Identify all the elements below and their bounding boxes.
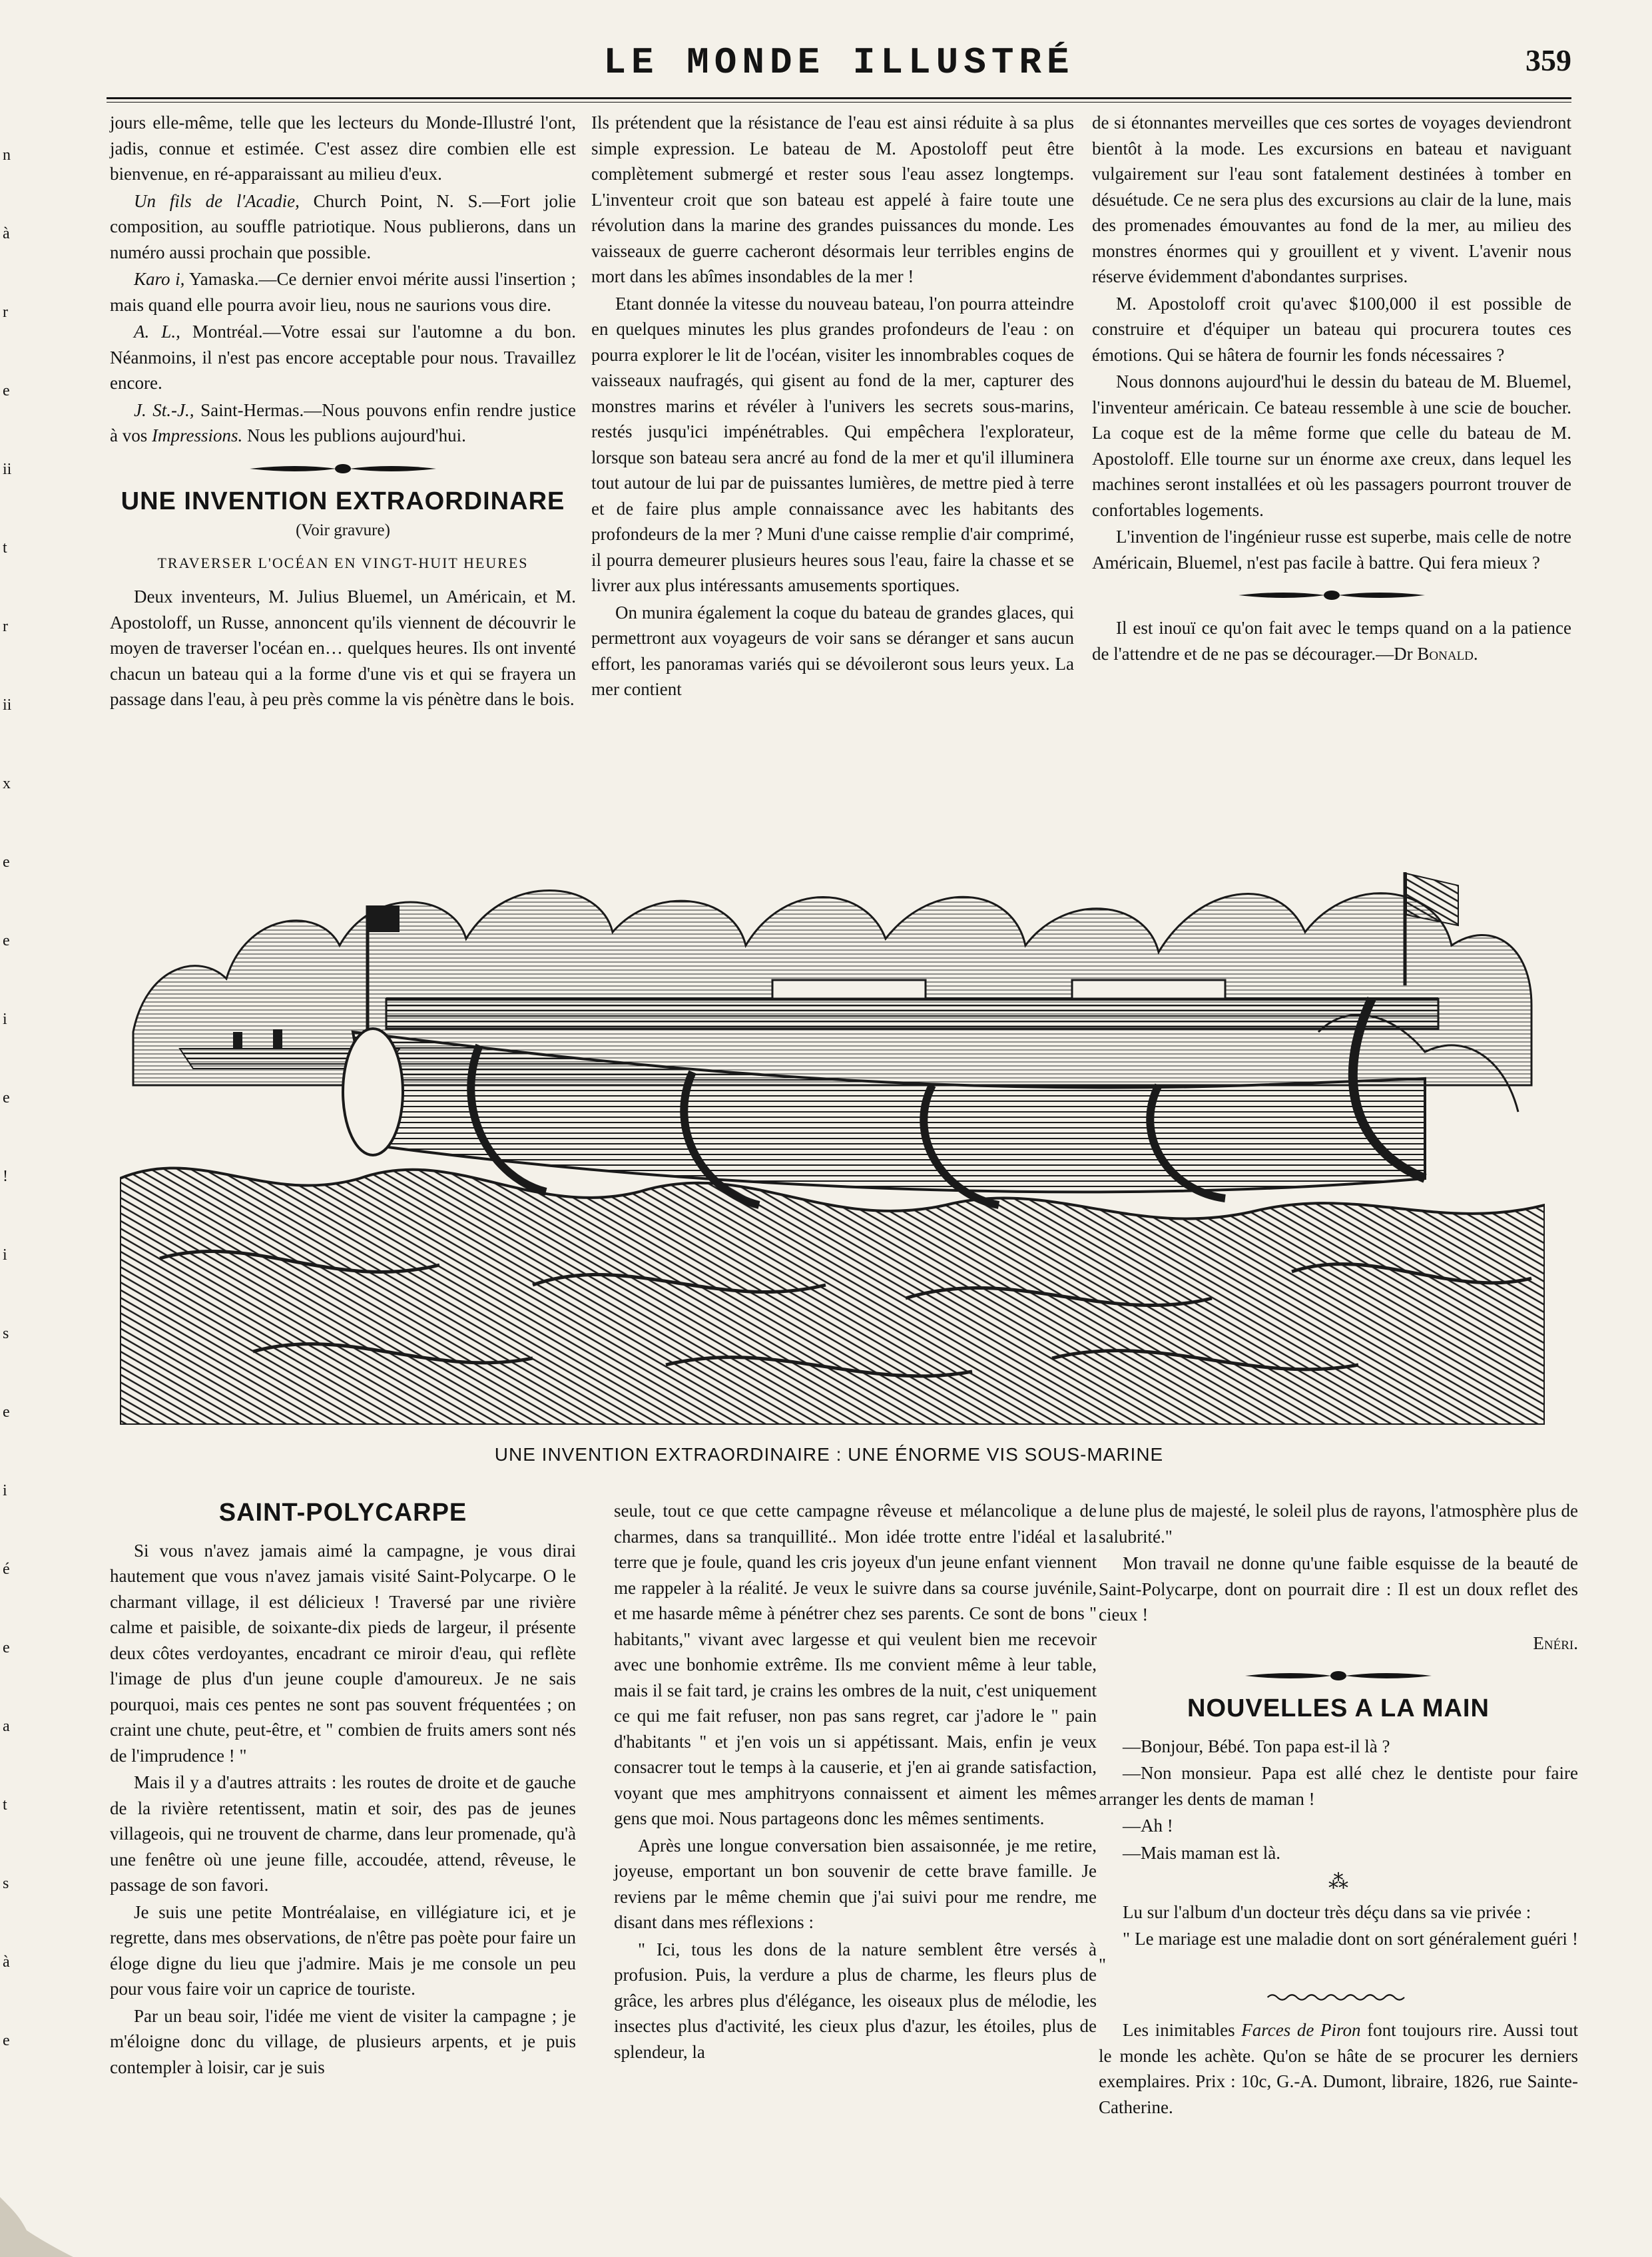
margin-fragment: s: [3, 1325, 9, 1342]
asterism: ⁂: [1328, 1871, 1348, 1893]
page-number: 359: [1525, 43, 1571, 77]
ornament-divider: [1239, 1668, 1438, 1684]
margin-fragment: i: [3, 1011, 7, 1028]
correspondent-name: J. St.-J.,: [134, 399, 194, 420]
paragraph: Mon travail ne donne qu'une faible esquisse de la beauté de Saint-Polycarpe, dont on pourrait dire : Il est un doux reflet des cieux !: [1099, 1553, 1578, 1625]
paragraph: " Ici, tous les dons de la nature semblent être versés à profusion. Puis, la verdure a plus de charme, les fleurs plus de grâce, les arbres plus d'élégance, les oiseaux plus de mélodie, les insectes plus d'activité, les cieux plus d'azur, les étoiles, plus de splendeur, la: [614, 1939, 1097, 2062]
paragraph: seule, tout ce que cette campagne rêveuse et mélancolique a de charmes, dans sa tranquillité.. Mon idée trotte entre l'idéal et la terre que je foule, quand les cris joyeux d'un jeune enfant viennent me rappeler à la réalité. Je veux le suivre dans sa course juvénile, et me hasarde même à pénétrer chez ses parents. Ce sont de bons " habitants," vivant avec largesse et qui veulent bien me recevoir avec une bonhomie extrême. Ils me convient même à leur table, mais il se fait tard, je crains les ombres de la nuit, c'est uniquement ce qui me fait refuser, non pas sans regret, car j'adore le " pain d'habitants " et j'en vois un si appétissant. Mais, enfin je veux consacrer tout le temps à la causerie, et j'en ai grande satisfaction, voyant que mes amphitryons connaissent et aiment les mêmes gens que moi. Nous partageons donc les mêmes sentiments.: [614, 1501, 1097, 1828]
article-kicker: TRAVERSER L'OCÉAN EN VINGT-HUIT HEURES: [157, 554, 529, 571]
scan-noise: [0, 2170, 73, 2257]
margin-fragment: ii: [3, 461, 12, 478]
article-title: SAINT-POLYCARPE: [218, 1499, 467, 1527]
paragraph: Lu sur l'album d'un docteur très déçu dans sa vie privée :: [1123, 1901, 1531, 1922]
paragraph: —Bonjour, Bébé. Ton papa est-il là ?: [1123, 1736, 1390, 1756]
margin-fragment: e: [3, 2032, 10, 2049]
margin-fragment: a: [3, 1718, 10, 1735]
paragraph: —Non monsieur. Papa est allé chez le dentiste pour faire arranger les dents de maman !: [1099, 1763, 1578, 1809]
margin-fragment: s: [3, 1875, 9, 1892]
paragraph: On munira également la coque du bateau de grandes glaces, qui permettront aux voyageurs de voir sans se déranger et sans aucun effort, les panoramas variés qui se dévoileront sous leurs yeux. La mer contient: [591, 602, 1074, 699]
margin-fragment: r: [3, 304, 8, 321]
paragraph: Après une longue conversation bien assaisonnée, je me retire, joyeuse, emportant un bon souvenir de cette brave famille. Je reviens par le même chemin que j'ai suivi pour me rendre, me disant dans mes réflexions :: [614, 1835, 1097, 1932]
margin-fragment: n: [3, 146, 11, 164]
margin-fragment: e: [3, 932, 10, 949]
margin-fragment: e: [3, 382, 10, 399]
paragraph: Par un beau soir, l'idée me vient de visiter la campagne ; je m'éloigne donc du village, de plusieurs arpents, et je puis contempler à loisir, car je suis: [110, 2005, 576, 2077]
paragraph: de si étonnantes merveilles que ces sortes de voyages deviendront bientôt à la mode. Les excursions en bateau et naviguant vulgairement sur l'eau sont fatalement destinées à tomber en désuétude. Ce ne sera plus des excursions au clair de la lune, mais des promenades émouvantes au fond de la mer, au milieu des monstres énormes qui y grouillent et y vivent. L'avenir nous réserve évidemment d'abondantes surprises.: [1092, 113, 1571, 286]
margin-fragment: i: [3, 1482, 7, 1499]
signature: Bonald.: [1417, 643, 1478, 664]
margin-fragment: !: [3, 1168, 8, 1185]
left-margin-bleed-through: [0, 0, 16, 2257]
paragraph: M. Apostoloff croit qu'avec $100,000 il est possible de construire et d'équiper un bateau qui procurera toutes ces émotions. Qui se hâtera de fournir les fonds nécessaires ?: [1092, 293, 1571, 365]
paragraph: Mais il y a d'autres attraits : les routes de droite et de gauche de la rivière retentissent, matin et soir, des pas de jeunes villageois, qui ne trouvent de charme, dans leur promenade, qu'à une fenêtre où une jeune fille, accoudée, attend, rêveuse, le passage de son favori.: [110, 1772, 576, 1895]
paragraph: Un fils de l'Acadie, Church Point, N. S.—Fort jolie composition, au souffle patriotique. Nous publierons, dans un numéro aussi prochain que possible.: [110, 190, 576, 262]
paragraph: Karo i, Yamaska.—Ce dernier envoi mérite aussi l'insertion ; mais quand elle pourra avoir lieu, nous ne saurions vous dire.: [110, 269, 576, 315]
paragraph: Etant donnée la vitesse du nouveau bateau, l'on pourra atteindre en quelques minutes les plus grandes profondeurs de l'eau : on pourra explorer le lit de l'océan, visiter les innombrables coques de vaisseaux naufragés, qui gisent au fond de la mer, capturer des monstres marins et révéler à l'univers les secrets sous-marins, restés jusqu'ici impénétrables. Qui empêchera l'explorateur, lorsque son bateau sera ancré au fond de la mer et qu'il illuminera tout autour de lui par de puissantes lumières, de mettre pied à terre et de faire plus ample connaissance avec les habitants des profondeurs de la mer ? Muni d'une caisse remplie d'air comprimé, il pourra demeurer plusieurs heures sous l'eau, faire la chasse et se livrer aux plus intéressants amusements sportiques.: [591, 293, 1074, 595]
paragraph: lune plus de majesté, le soleil plus de rayons, l'atmosphère plus de salubrité.": [1099, 1501, 1578, 1547]
middle-column: [591, 110, 1074, 702]
margin-fragment: e: [3, 854, 10, 871]
engraving-screw-submarine: [120, 832, 1545, 1425]
correspondent-name: Un fils de l'Acadie,: [134, 190, 300, 211]
margin-fragment: à: [3, 1953, 10, 1971]
paragraph: A. L., Montréal.—Votre essai sur l'automne a du bon. Néanmoins, il n'est pas encore acceptable pour nous. Travaillez encore.: [110, 322, 576, 393]
paragraph: Nous donnons aujourd'hui le dessin du bateau de M. Bluemel, l'inventeur américain. Ce bateau ressemble à une scie de boucher. La coque est de la même forme que celle du bateau de M. Apostoloff. Elle tourne sur un énorme axe creux, dans lequel les machines seront installées et où les passagers pourront trouver de confortables logements.: [1092, 372, 1571, 520]
paragraph: Je suis une petite Montréalaise, en villégiature ici, et je regrette, dans mes observations, de n'être pas poète pour faire un éloge digne du lieu que j'admire. Mais je me console un peu pour vous faire voir un caprice de touriste.: [110, 1901, 576, 1999]
right-column: [1092, 110, 1571, 666]
margin-fragment: à: [3, 225, 10, 242]
correspondent-name: Karo i,: [134, 269, 185, 289]
margin-fragment: e: [3, 1639, 10, 1656]
article-title: NOUVELLES A LA MAIN: [1187, 1694, 1490, 1722]
paragraph: Il est inouï ce qu'on fait avec le temps quand on a la patience de l'attendre et de ne pas se décourager.—Dr Bonald.: [1092, 618, 1571, 664]
margin-fragment: x: [3, 775, 11, 792]
paragraph: " Le mariage est une maladie dont on sort généralement guéri ! ": [1099, 1929, 1578, 1975]
wavy-divider: [1265, 1989, 1412, 2005]
bottom-middle-column: [614, 1498, 1097, 2065]
margin-fragment: t: [3, 539, 7, 557]
paragraph: Ils prétendent que la résistance de l'eau est ainsi réduite à sa plus simple expression. Le bateau de M. Apostoloff peut être complètement submergé et rester sous l'eau assez longtemps. L'inventeur croit que son bateau est appelé à faire toute une révolution dans la marine des grandes puissances du monde. Les vaisseaux de guerre cacheront désormais leur terribles engins de mort dans les abîmes insondables de la mer !: [591, 113, 1074, 286]
margin-fragment: e: [3, 1403, 10, 1421]
paragraph: Les inimitables Farces de Piron font toujours rire. Aussi tout le monde les achète. Qu'on se hâte de se procurer les derniers exemplaires. Prix : 10c, G.-A. Dumont, libraire, 1826, rue Sainte-Catherine.: [1099, 2020, 1578, 2117]
paragraph: Si vous n'avez jamais aimé la campagne, je vous dirai hautement que vous n'avez jamais visité Saint-Polycarpe. O le charmant village, il est délicieux ! Traversé par une rivière calme et paisible, de soixante-dix pieds de largeur, il présente deux côtes verdoyantes, encadrant ce miroir d'eau, qui reflète l'image de plus d'un jeune couple d'amoureux. Je ne sais pourquoi, mais ces pentes ne sont pas souvent fréquentées ; on craint une chute, peut-être, et " combien de fruits amers sont nés de l'imprudence ! ": [110, 1540, 576, 1766]
paragraph: Deux inventeurs, M. Julius Bluemel, un Américain, et M. Apostoloff, un Russe, annoncent qu'ils viennent de découvrir le moyen de traverser l'océan en… quelques heures. Ils ont inventé chacun un bateau qui a la forme d'une vis et qui se frayera un passage dans l'eau, à peu près comme la vis pénètre dans le bois.: [110, 587, 576, 709]
article-subtitle: (Voir gravure): [296, 521, 390, 539]
running-head: [107, 41, 1571, 101]
signature: Enéri.: [1533, 1632, 1578, 1653]
header-rule: [107, 97, 1571, 103]
paragraph: jours elle-même, telle que les lecteurs du Monde-Illustré l'ont, jadis, connue et estimée. C'est assez dire combien elle est bienvenue, en ré-apparaissant au milieu d'eux.: [110, 113, 576, 184]
article-title: UNE INVENTION EXTRAORDINARE: [121, 487, 565, 515]
paragraph: —Ah !: [1123, 1816, 1173, 1836]
illustration-caption: UNE INVENTION EXTRAORDINAIRE : UNE ÉNORME VIS SOUS-MARINE: [494, 1444, 1164, 1465]
margin-fragment: e: [3, 1089, 10, 1107]
margin-fragment: t: [3, 1796, 7, 1814]
margin-fragment: i: [3, 1246, 7, 1264]
margin-fragment: ii: [3, 696, 12, 714]
left-column: [110, 110, 576, 712]
ornament-divider: [243, 461, 443, 477]
paragraph: L'invention de l'ingénieur russe est superbe, mais celle de notre Américain, Bluemel, n'est pas facile à battre. Qui fera mieux ?: [1092, 527, 1571, 573]
ornament-divider: [1232, 587, 1432, 603]
paragraph: J. St.-J., Saint-Hermas.—Nous pouvons enfin rendre justice à vos Impressions. Nous les publions aujourd'hui.: [110, 399, 576, 445]
margin-fragment: é: [3, 1561, 10, 1578]
bottom-right-column: [1099, 1498, 1578, 2120]
correspondent-name: A. L.,: [134, 322, 180, 342]
masthead: LE MONDE ILLUSTRÉ: [603, 41, 1075, 84]
paragraph: —Mais maman est là.: [1123, 1842, 1280, 1863]
bottom-left-column: [110, 1495, 576, 2080]
margin-fragment: r: [3, 618, 8, 635]
